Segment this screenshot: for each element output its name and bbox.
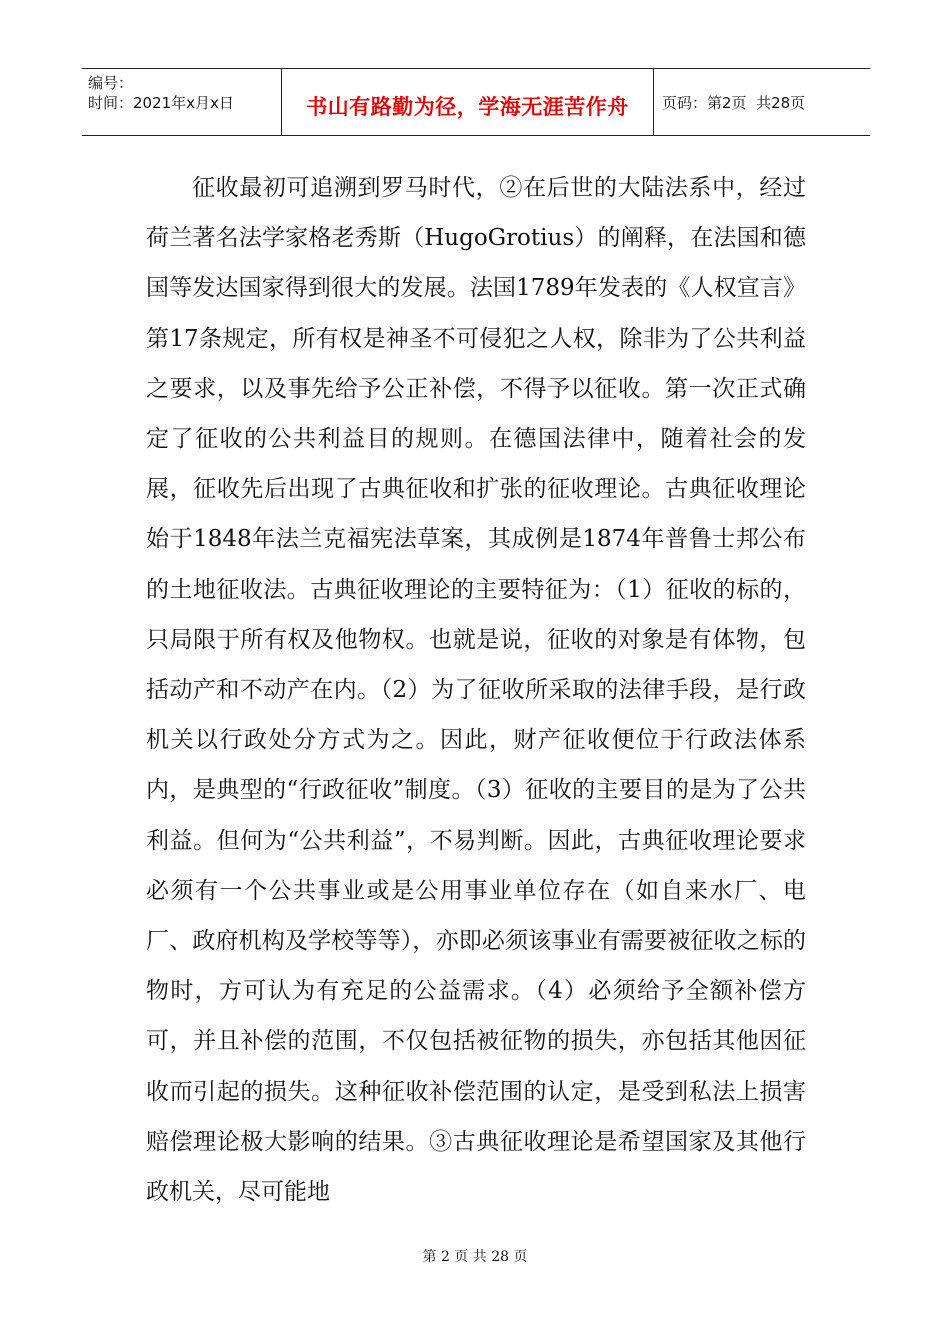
- motto-text: 书山有路勤为径，学海无涯苦作舟: [306, 95, 629, 119]
- page-info-text: 页码：第2页 共28页: [662, 93, 806, 112]
- page-footer: 第 2 页 共 28 页: [422, 1249, 528, 1265]
- date-label: 时间：2021年x月x日: [88, 94, 234, 112]
- serial-number-label: 编号：: [88, 74, 134, 92]
- body-paragraph: 征收最初可追溯到罗马时代，②在后世的大陆法系中，经过荷兰著名法学家格老秀斯（HugoGrotius）的阐释，在法国和德国等发达国家得到很大的发展。法国1789年发表的《人权宣言》第17条规定，所有权是神圣不可侵犯之人权，除非为了公共利益之要求，以及事先给予公正补偿，不得予以征收。第一次正式确定了征收的公共利益目的规则。在德国法律中，随着社会的发展，征收先后出现了古典征收和扩张的征收理论。古典征收理论始于1848年法兰克福宪法草案，其成例是1874年普鲁士邦公布的土地征收法。古典征收理论的主要特征为：（1）征收的标的，只局限于所有权及他物权。也就是说，征收的对象是有体物，包括动产和不动产在内。（2）为了征收所采取的法律手段，是行政机关以行政处分方式为之。因此，财产征收便位于行政法体系内，是典型的“行政征收”制度。（3）征收的主要目的是为了公共利益。但何为“公共利益”，不易判断。因此，古典征收理论要求必须有一个公共事业或是公用事业单位存在（如自来水厂、电厂、政府机构及学校等等），亦即必须该事业有需要被征收之标的物时，方可认为有充足的公益需求。（4）必须给予全额补偿方可，并且补偿的范围，不仅包括被征物的损失，亦包括其他因征收而引起的损失。这种征收补偿范围的认定，是受到私法上损害赔偿理论极大影响的结果。③古典征收理论是希望国家及其他行政机关，尽可能地: [146, 175, 806, 1206]
- header-motto-cell: [282, 69, 654, 135]
- document-header: [82, 68, 870, 136]
- header-page-info: [654, 69, 870, 135]
- header-meta: [82, 69, 282, 135]
